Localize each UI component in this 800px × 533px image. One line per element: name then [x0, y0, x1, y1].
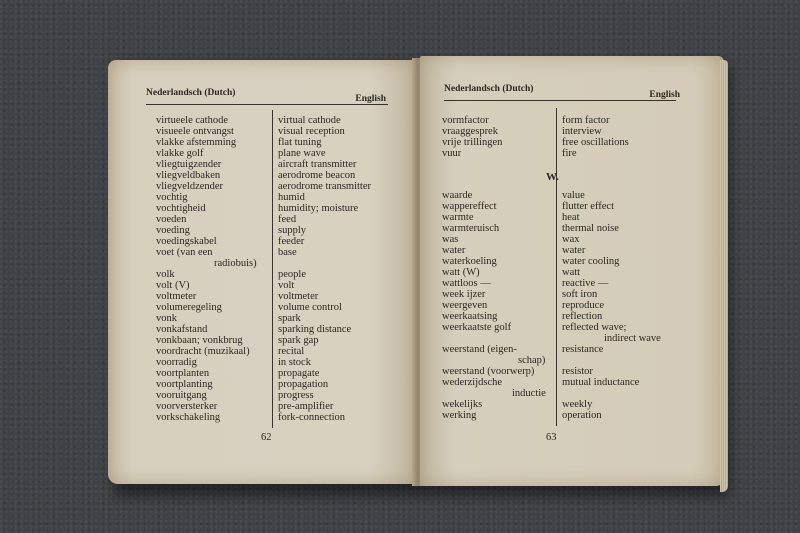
dictionary-entry: heat: [562, 212, 580, 223]
dictionary-entry: vooruitgang: [156, 390, 207, 401]
dictionary-entry: vuur: [442, 148, 462, 159]
dictionary-entry: soft iron: [562, 289, 598, 300]
dictionary-entry: warmte: [442, 212, 474, 223]
dictionary-entry: propagation: [278, 379, 329, 390]
dictionary-entry: schap): [518, 355, 546, 366]
dictionary-entry: recital: [278, 346, 305, 357]
section-letter-w: W.: [546, 171, 559, 183]
dictionary-entry: vlakke afstemming: [156, 137, 237, 148]
dictionary-entry: weerkaatste golf: [442, 322, 512, 333]
dictionary-entry: aerodrome beacon: [278, 170, 356, 181]
dictionary-entry: reproduce: [562, 300, 604, 311]
dictionary-entry: voeden: [156, 214, 187, 225]
dictionary-entry: voet (van een: [156, 247, 213, 258]
dictionary-entry: [562, 355, 661, 366]
dictionary-entry: reflected wave;: [562, 322, 627, 333]
dictionary-entry: resistance: [562, 344, 604, 355]
dictionary-entry: vonk: [156, 313, 177, 324]
dictionary-entry: flutter effect: [562, 201, 614, 212]
left-header-dutch: Nederlandsch (Dutch): [146, 88, 236, 98]
dictionary-entry: watt (W): [442, 267, 480, 278]
dictionary-entry: volumeregeling: [156, 302, 222, 313]
dictionary-entry: warmteruisch: [442, 223, 500, 234]
dictionary-entry: vliegveldzender: [156, 181, 224, 192]
right-english-column: [562, 190, 661, 421]
dictionary-entry: voltmeter: [278, 291, 319, 302]
dictionary-entry: visual reception: [278, 126, 345, 137]
dictionary-entry: value: [562, 190, 585, 201]
dictionary-entry: people: [278, 269, 306, 280]
dictionary-entry: voordracht (muzikaal): [156, 346, 250, 357]
dictionary-entry: radiobuis): [214, 258, 257, 269]
dictionary-entry: voortplanting: [156, 379, 213, 390]
dictionary-entry: supply: [278, 225, 307, 236]
dictionary-entry: aircraft transmitter: [278, 159, 357, 170]
right-header-dutch: Nederlandsch (Dutch): [444, 84, 534, 94]
dictionary-entry: base: [278, 247, 297, 258]
dictionary-entry: humid: [278, 192, 305, 203]
dictionary-entry: vlakke golf: [156, 148, 204, 159]
dictionary-entry: sparking distance: [278, 324, 352, 335]
dictionary-entry: reflection: [562, 311, 603, 322]
dictionary-entry: free oscillations: [562, 137, 629, 148]
right-english-top-column: [562, 115, 629, 159]
dictionary-entry: mutual inductance: [562, 377, 640, 388]
right-header-english: English: [649, 90, 680, 100]
dictionary-entry: virtueele cathode: [156, 115, 229, 126]
dictionary-entry: volt (V): [156, 280, 190, 291]
dictionary-entry: [562, 388, 661, 399]
left-column-divider: [272, 110, 273, 428]
dictionary-entry: voorradig: [156, 357, 197, 368]
right-dutch-column: [442, 190, 546, 421]
dictionary-entry: propagate: [278, 368, 320, 379]
right-dutch-top-column: [442, 115, 502, 159]
dictionary-entry: inductie: [512, 388, 546, 399]
dictionary-entry: in stock: [278, 357, 311, 368]
dictionary-entry: vormfactor: [442, 115, 489, 126]
dictionary-entry: operation: [562, 410, 602, 421]
dictionary-entry: [442, 333, 546, 344]
dictionary-entry: form factor: [562, 115, 610, 126]
dictionary-entry: volk: [156, 269, 175, 280]
dictionary-entry: spark: [278, 313, 301, 324]
dictionary-entry: voorversterker: [156, 401, 218, 412]
dictionary-entry: voeding: [156, 225, 190, 236]
dictionary-entry: water cooling: [562, 256, 620, 267]
dictionary-entry: waarde: [442, 190, 473, 201]
dictionary-entry: vorkschakeling: [156, 412, 221, 423]
left-header-rule: [146, 104, 388, 105]
dictionary-entry: feed: [278, 214, 297, 225]
dictionary-entry: resistor: [562, 366, 593, 377]
left-header-english: English: [355, 94, 386, 104]
dictionary-entry: weerstand (eigen-: [442, 344, 517, 355]
dictionary-entry: aerodrome transmitter: [278, 181, 372, 192]
dictionary-entry: voedingskabel: [156, 236, 217, 247]
dictionary-entry: pre-amplifier: [278, 401, 334, 412]
dictionary-entry: [278, 258, 371, 269]
dictionary-entry: flat tuning: [278, 137, 322, 148]
dictionary-entry: interview: [562, 126, 602, 137]
dictionary-entry: wappereffect: [442, 201, 497, 212]
dictionary-entry: wax: [562, 234, 580, 245]
dictionary-entry: wattloos —: [442, 278, 491, 289]
dictionary-entry: was: [442, 234, 459, 245]
right-page-header: [444, 84, 680, 98]
dictionary-entry: weekly: [562, 399, 593, 410]
dictionary-entry: water: [562, 245, 586, 256]
dictionary-entry: plane wave: [278, 148, 326, 159]
dictionary-entry: weergeven: [442, 300, 488, 311]
dictionary-entry: visueele ontvangst: [156, 126, 234, 137]
dictionary-entry: vonkafstand: [156, 324, 208, 335]
left-page-header: [146, 88, 386, 102]
left-page-number: 62: [261, 432, 272, 443]
dictionary-entry: reactive —: [562, 278, 609, 289]
dictionary-entry: waterkoeling: [442, 256, 497, 267]
dictionary-entry: vrije trillingen: [442, 137, 503, 148]
dictionary-entry: vliegtuigzender: [156, 159, 222, 170]
dictionary-entry: weerkaatsing: [442, 311, 498, 322]
dictionary-entry: feeder: [278, 236, 305, 247]
page-edges: [720, 60, 728, 492]
dictionary-entry: thermal noise: [562, 223, 619, 234]
dictionary-entry: vochtigheid: [156, 203, 206, 214]
dictionary-entry: werking: [442, 410, 477, 421]
dictionary-entry: week ijzer: [442, 289, 486, 300]
dictionary-entry: volt: [278, 280, 295, 291]
dictionary-entry: indirect wave: [604, 333, 661, 344]
dictionary-entry: humidity; moisture: [278, 203, 359, 214]
dictionary-entry: watt: [562, 267, 581, 278]
dictionary-entry: spark gap: [278, 335, 319, 346]
right-header-rule: [444, 100, 676, 101]
dictionary-entry: voltmeter: [156, 291, 197, 302]
dictionary-entry: progress: [278, 390, 314, 401]
dictionary-entry: wederzijdsche: [442, 377, 503, 388]
dictionary-entry: fire: [562, 148, 577, 159]
dictionary-entry: weerstand (voorwerp): [442, 366, 535, 377]
right-page: [420, 56, 724, 486]
right-page-number: 63: [546, 432, 557, 443]
dictionary-entry: vochtig: [156, 192, 188, 203]
dictionary-entry: water: [442, 245, 466, 256]
dictionary-entry: fork-connection: [278, 412, 346, 423]
right-column-divider: [556, 108, 557, 426]
dictionary-entry: vonkbaan; vonkbrug: [156, 335, 243, 346]
dictionary-entry: wekelijks: [442, 399, 483, 410]
dictionary-entry: vliegveldbaken: [156, 170, 221, 181]
dictionary-entry: volume control: [278, 302, 342, 313]
open-book: [108, 54, 728, 494]
dictionary-entry: voortplanten: [156, 368, 210, 379]
left-page: [108, 60, 416, 484]
dictionary-entry: vraaggesprek: [442, 126, 498, 137]
left-english-column: [278, 115, 371, 423]
dictionary-entry: virtual cathode: [278, 115, 341, 126]
left-dutch-column: [156, 115, 257, 423]
